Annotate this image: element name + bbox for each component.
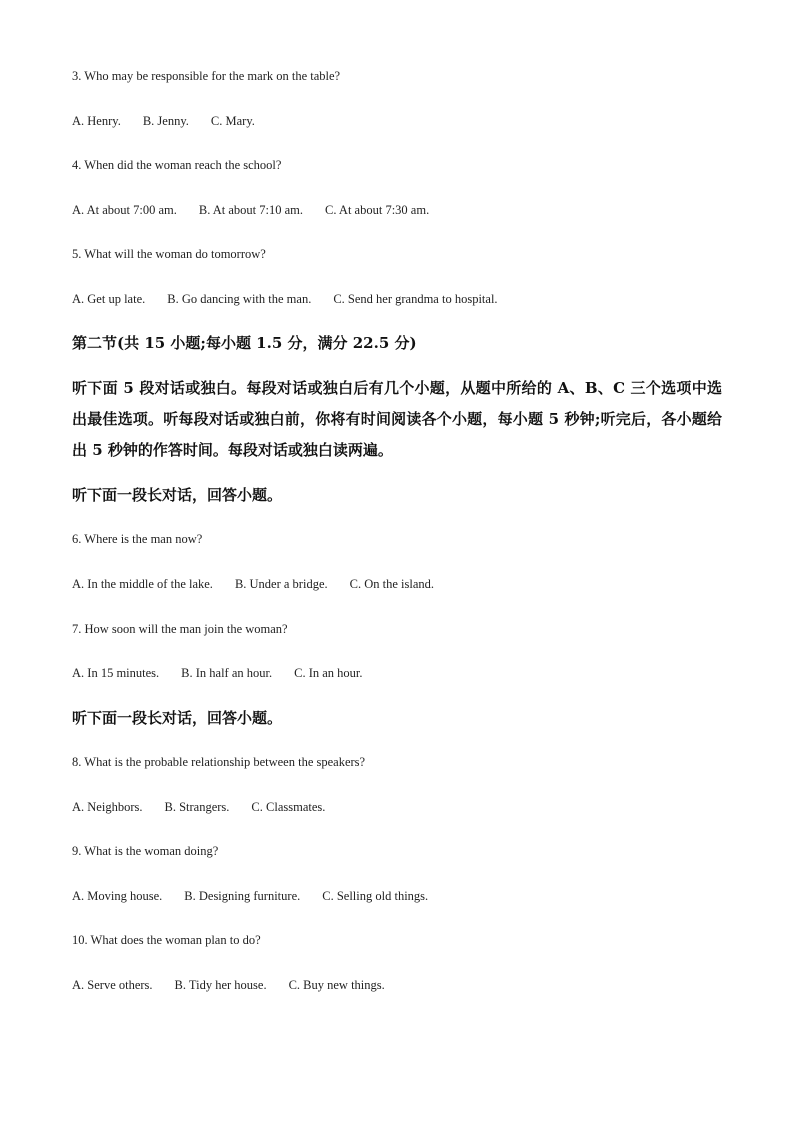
option-a: A. At about 7:00 am. <box>72 203 177 217</box>
option-a: A. Neighbors. <box>72 800 143 814</box>
option-b: B. Go dancing with the man. <box>167 292 312 306</box>
option-c: C. On the island. <box>349 577 434 591</box>
question-5: 5. What will the woman do tomorrow? <box>72 247 266 261</box>
question-4-options <box>72 202 429 218</box>
question-3: 3. Who may be responsible for the mark on the table? <box>72 69 341 83</box>
question-7-options <box>72 665 363 681</box>
option-c: C. Classmates. <box>251 800 326 814</box>
option-a: A. Moving house. <box>72 889 163 903</box>
option-a: A. Henry. <box>72 114 121 128</box>
option-a: A. Get up late. <box>72 292 146 306</box>
option-a: A. In 15 minutes. <box>72 666 160 680</box>
question-7: 7. How soon will the man join the woman? <box>72 622 288 636</box>
option-a: A. In the middle of the lake. <box>72 577 213 591</box>
option-c: C. Selling old things. <box>322 889 429 903</box>
question-8: 8. What is the probable relationship between the speakers? <box>72 755 366 769</box>
section-heading: 第二节(共 15 小题;每小题 1.5 分，满分 22.5 分) <box>72 334 417 352</box>
dialogue-intro: 听下面一段长对话，回答小题。 <box>72 486 283 504</box>
option-c: C. Send her grandma to hospital. <box>333 292 498 306</box>
question-9-options <box>72 888 428 904</box>
option-c: C. Buy new things. <box>288 978 385 992</box>
question-8-options <box>72 799 325 815</box>
question-5-options <box>72 291 498 307</box>
option-c: C. In an hour. <box>294 666 363 680</box>
option-b: B. Under a bridge. <box>234 577 328 591</box>
question-6-options <box>72 576 434 592</box>
option-c: C. At about 7:30 am. <box>325 203 430 217</box>
dialogue-intro: 听下面一段长对话，回答小题。 <box>72 709 283 727</box>
option-c: C. Mary. <box>210 114 255 128</box>
question-10: 10. What does the woman plan to do? <box>72 933 261 947</box>
question-3-options <box>72 113 255 129</box>
option-a: A. Serve others. <box>72 978 153 992</box>
option-b: B. Strangers. <box>164 800 230 814</box>
question-6: 6. Where is the man now? <box>72 532 203 546</box>
option-b: B. Designing furniture. <box>184 889 301 903</box>
question-10-options <box>72 977 385 993</box>
option-b: B. At about 7:10 am. <box>198 203 304 217</box>
section-instructions: 听下面 5 段对话或独白。每段对话或独白后有几个小题，从题中所给的 A、B、C 三个选项中选出最佳选项。听每段对话或独白前，你将有时间阅读各个小题，每小题 5 秒钟;听完后，各小题给出 5 秒钟的作答时间。每段对话或独白读两遍。 <box>72 379 722 459</box>
question-4: 4. When did the woman reach the school? <box>72 158 282 172</box>
option-b: B. Tidy her house. <box>174 978 267 992</box>
question-9: 9. What is the woman doing? <box>72 844 219 858</box>
option-b: B. Jenny. <box>142 114 189 128</box>
option-b: B. In half an hour. <box>181 666 273 680</box>
